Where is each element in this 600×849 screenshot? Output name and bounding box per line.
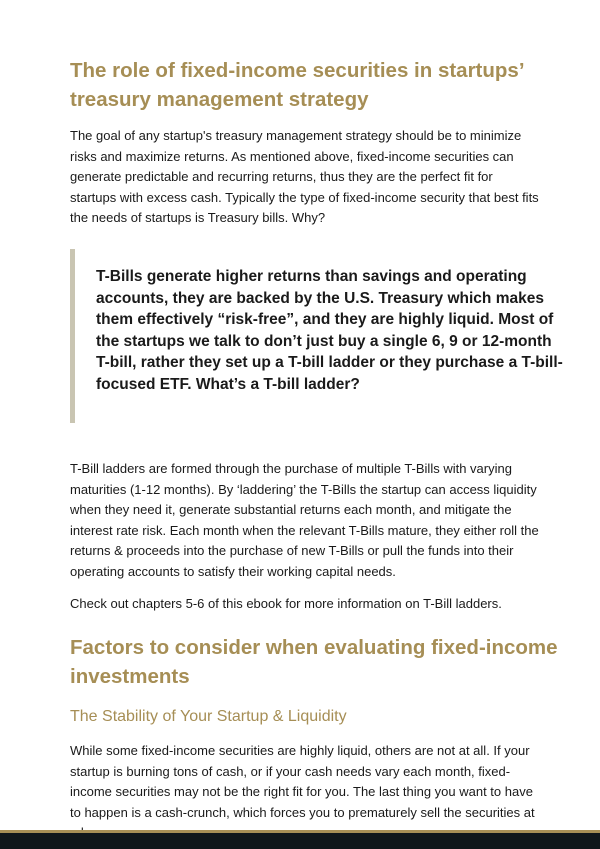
intro-paragraph: The goal of any startup's treasury management strategy should be to minimize risks and maximize returns. As mentioned above, fixed-income securities can generate predictable and recurring returns, thus they are the perfect fit for startups with excess cash. Typically the type of fixed-income security that best fits the needs of startups is Treasury bills. Why? bbox=[70, 128, 539, 225]
t-bill-ladder-paragraph: T-Bill ladders are formed through the purchase of multiple T-Bills with varying maturities (1-12 months). By ‘laddering’ the T-Bills the startup can access liquidity when they need it, generate substantial returns each month, and mitigate the interest rate risk. Each month when the relevant T-Bills mature, they either roll the returns & proceeds into the purchase of new T-Bills or pull the funds into their operating accounts to satisfy their working capital needs. bbox=[70, 461, 539, 579]
section-title-factors-to-consider: Factors to consider when evaluating fixed-income investments bbox=[70, 636, 558, 688]
subsection-title-stability-liquidity: The Stability of Your Startup & Liquidity bbox=[70, 708, 347, 725]
blockquote-text: T-Bills generate higher returns than savings and operating accounts, they are backed by the U.S. Treasury which makes them effectively “risk-free”, and they are highly liquid. Most of the startups we talk to don’t just buy a single 6, 9 or 12-month T-bill, rather they set up a T-bill ladder or they purchase a T-bill-focused ETF. What’s a T-bill ladder? bbox=[96, 268, 563, 393]
stability-liquidity-paragraph: While some fixed-income securities are highly liquid, others are not at all. If your startup is burning tons of cash, or if your cash needs vary each month, fixed-income securities may not be the right fit for you. The last thing you want to have to happen is a cash-crunch, which forces you to prematurely sell the securities at bbox=[70, 743, 535, 820]
section-title-role-of-fixed-income: The role of fixed-income securities in startups’ treasury management strategy bbox=[70, 59, 524, 111]
chapter-reference-paragraph: Check out chapters 5-6 of this ebook for more information on T-Bill ladders. bbox=[70, 596, 502, 611]
blockquote-bar bbox=[70, 249, 75, 423]
page-footer-accent-line bbox=[0, 830, 600, 833]
